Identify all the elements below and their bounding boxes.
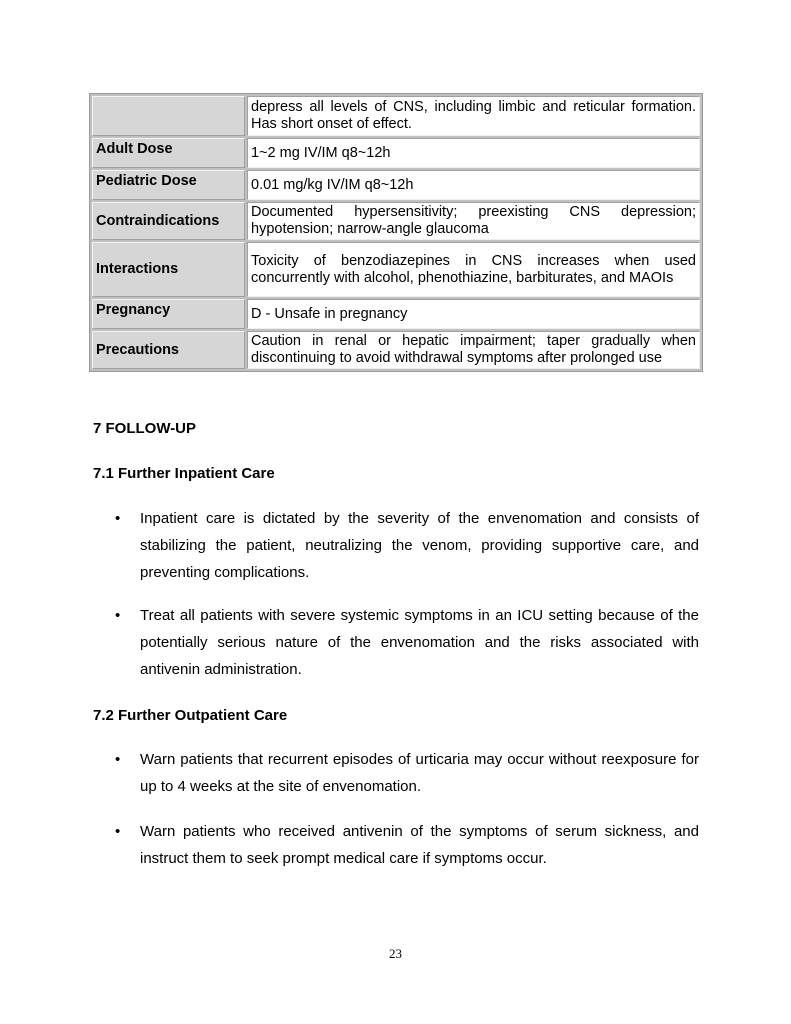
- list-item-text: Warn patients who received antivenin of the symptoms of serum sickness, and instruct them to seek prompt medical care if symptoms occur.: [140, 823, 699, 867]
- bullet-icon: •: [115, 510, 121, 527]
- table-row: [92, 138, 700, 168]
- row-label: Contraindications: [92, 202, 245, 240]
- table-row: [92, 299, 700, 329]
- row-label: Interactions: [92, 242, 245, 297]
- page-number: 23: [389, 946, 402, 961]
- table-row: [92, 96, 700, 136]
- table-row: [92, 170, 700, 200]
- subsection-heading-inpatient: 7.1 Further Inpatient Care: [93, 465, 275, 482]
- row-label: Pediatric Dose: [92, 170, 245, 200]
- row-value: D - Unsafe in pregnancy: [247, 299, 700, 329]
- row-value: 0.01 mg/kg IV/IM q8~12h: [247, 170, 700, 200]
- row-label: Adult Dose: [92, 138, 245, 168]
- table-row: [92, 331, 700, 369]
- list-item: [93, 818, 699, 872]
- row-label: Precautions: [92, 331, 245, 369]
- bullet-icon: •: [115, 823, 121, 840]
- bullet-icon: •: [115, 751, 121, 768]
- row-label: Pregnancy: [92, 299, 245, 329]
- list-item-text: Warn patients that recurrent episodes of urticaria may occur without reexposure for up to 4 weeks at the site of envenomation.: [140, 751, 699, 795]
- table-row: [92, 202, 700, 240]
- row-value: Toxicity of benzodiazepines in CNS increases when used concurrently with alcohol, phenothiazine, barbiturates, and MAOIs: [247, 242, 700, 297]
- list-item: [93, 746, 699, 800]
- row-value: 1~2 mg IV/IM q8~12h: [247, 138, 700, 168]
- row-value: Documented hypersensitivity; preexisting CNS depression; hypotension; narrow-angle glaucoma: [247, 202, 700, 240]
- table-row: [92, 242, 700, 297]
- inpatient-care-list: [93, 505, 699, 683]
- list-item-text: Treat all patients with severe systemic symptoms in an ICU setting because of the potentially serious nature of the envenomation and the risks associated with antivenin administration.: [140, 607, 699, 678]
- drug-info-table: [89, 93, 703, 372]
- list-item: [93, 602, 699, 683]
- list-item: [93, 505, 699, 586]
- outpatient-care-list: [93, 746, 699, 872]
- subsection-heading-outpatient: 7.2 Further Outpatient Care: [93, 707, 288, 724]
- row-value: depress all levels of CNS, including limbic and reticular formation. Has short onset of effect.: [247, 96, 700, 136]
- row-label: [92, 96, 245, 136]
- section-heading: 7 FOLLOW-UP: [93, 420, 197, 437]
- list-item-text: Inpatient care is dictated by the severity of the envenomation and consists of stabilizing the patient, neutralizing the venom, providing supportive care, and preventing complications.: [140, 510, 699, 581]
- row-value: Caution in renal or hepatic impairment; taper gradually when discontinuing to avoid withdrawal symptoms after prolonged use: [247, 331, 700, 369]
- bullet-icon: •: [115, 607, 121, 624]
